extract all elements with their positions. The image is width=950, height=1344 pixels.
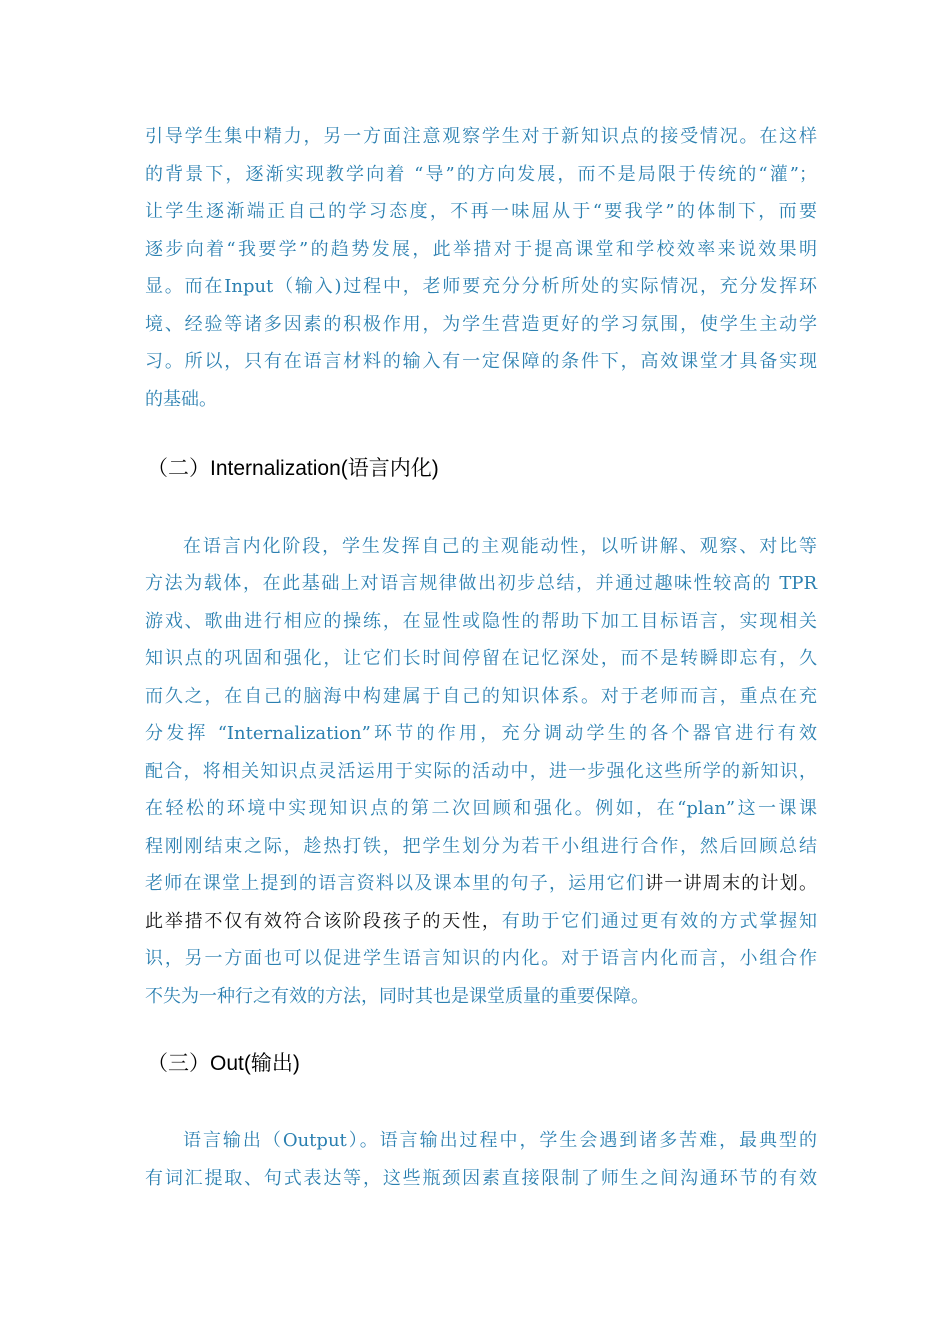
- text-segment: 有助于它们通过更有效的方式掌握知: [501, 911, 818, 932]
- paragraph-line: 的背景下，逐渐实现教学向着 “导”的方向发展，而不是局限于传统的“灌”；: [145, 164, 817, 185]
- paragraph-line-mixed: [145, 907, 817, 937]
- paragraph-line-mixed: [145, 869, 817, 899]
- paragraph-line: 语言输出（Output）。语言输出过程中，学生会遇到诸多苦难，最典型的: [183, 1130, 817, 1151]
- paragraph-line: 引导学生集中精力，另一方面注意观察学生对于新知识点的接受情况。在这样: [145, 126, 817, 147]
- paragraph-line: 方法为载体，在此基础上对语言规律做出初步总结，并通过趣味性较高的 TPR: [145, 573, 817, 594]
- paragraph-line: 游戏、歌曲进行相应的操练，在显性或隐性的帮助下加工目标语言，实现相关: [145, 611, 817, 632]
- paragraph-line: 识，另一方面也可以促进学生语言知识的内化。对于语言内化而言，小组合作: [145, 948, 817, 969]
- paragraph-line: 让学生逐渐端正自己的学习态度，不再一味屈从于“要我学”的体制下，而要: [145, 201, 817, 222]
- paragraph-line: 不失为一种行之有效的方法，同时其也是课堂质量的重要保障。: [145, 986, 649, 1007]
- text-segment: 老师在课堂上提到的语言资料以及课本里的句子，运用它们: [145, 873, 646, 894]
- paragraph-line: 而久之，在自己的脑海中构建属于自己的知识体系。对于老师而言，重点在充: [145, 686, 817, 707]
- paragraph-line: 逐步向着“我要学”的趋势发展，此举措对于提高课堂和学校效率来说效果明: [145, 239, 817, 260]
- paragraph-line: 在语言内化阶段，学生发挥自己的主观能动性，以听讲解、观察、对比等: [183, 536, 817, 557]
- paragraph-line: 分发挥 “Internalization”环节的作用，充分调动学生的各个器官进行有效: [145, 723, 817, 744]
- paragraph-line: 配合，将相关知识点灵活运用于实际的活动中，进一步强化这些所学的新知识，: [145, 761, 817, 782]
- text-segment-dark: 此举措不仅有效符合该阶段孩子的天性，: [145, 911, 502, 932]
- text-segment-dark: 讲一讲周末的计划。: [645, 873, 818, 894]
- paragraph-line: 有词汇提取、句式表达等，这些瓶颈因素直接限制了师生之间沟通环节的有效: [145, 1168, 817, 1189]
- paragraph-line: 知识点的巩固和强化，让它们长时间停留在记忆深处，而不是转瞬即忘有，久: [145, 648, 817, 669]
- paragraph-line: 的基础。: [145, 389, 217, 410]
- paragraph-line: 在轻松的环境中实现知识点的第二次回顾和强化。例如，在“plan”这一课课: [145, 798, 817, 819]
- paragraph-line: 习。所以，只有在语言材料的输入有一定保障的条件下，高效课堂才具备实现: [145, 351, 817, 372]
- section-heading-internalization: （二）Internalization(语言内化): [147, 457, 439, 480]
- paragraph-line: 境、经验等诸多因素的积极作用，为学生营造更好的学习氛围，使学生主动学: [145, 314, 817, 335]
- paragraph-line: 程刚刚结束之际，趁热打铁，把学生划分为若干小组进行合作，然后回顾总结: [145, 836, 817, 857]
- paragraph-line: 显。而在Input（输入)过程中，老师要充分分析所处的实际情况，充分发挥环: [145, 276, 817, 297]
- section-heading-output: （三）Out(输出): [147, 1052, 300, 1075]
